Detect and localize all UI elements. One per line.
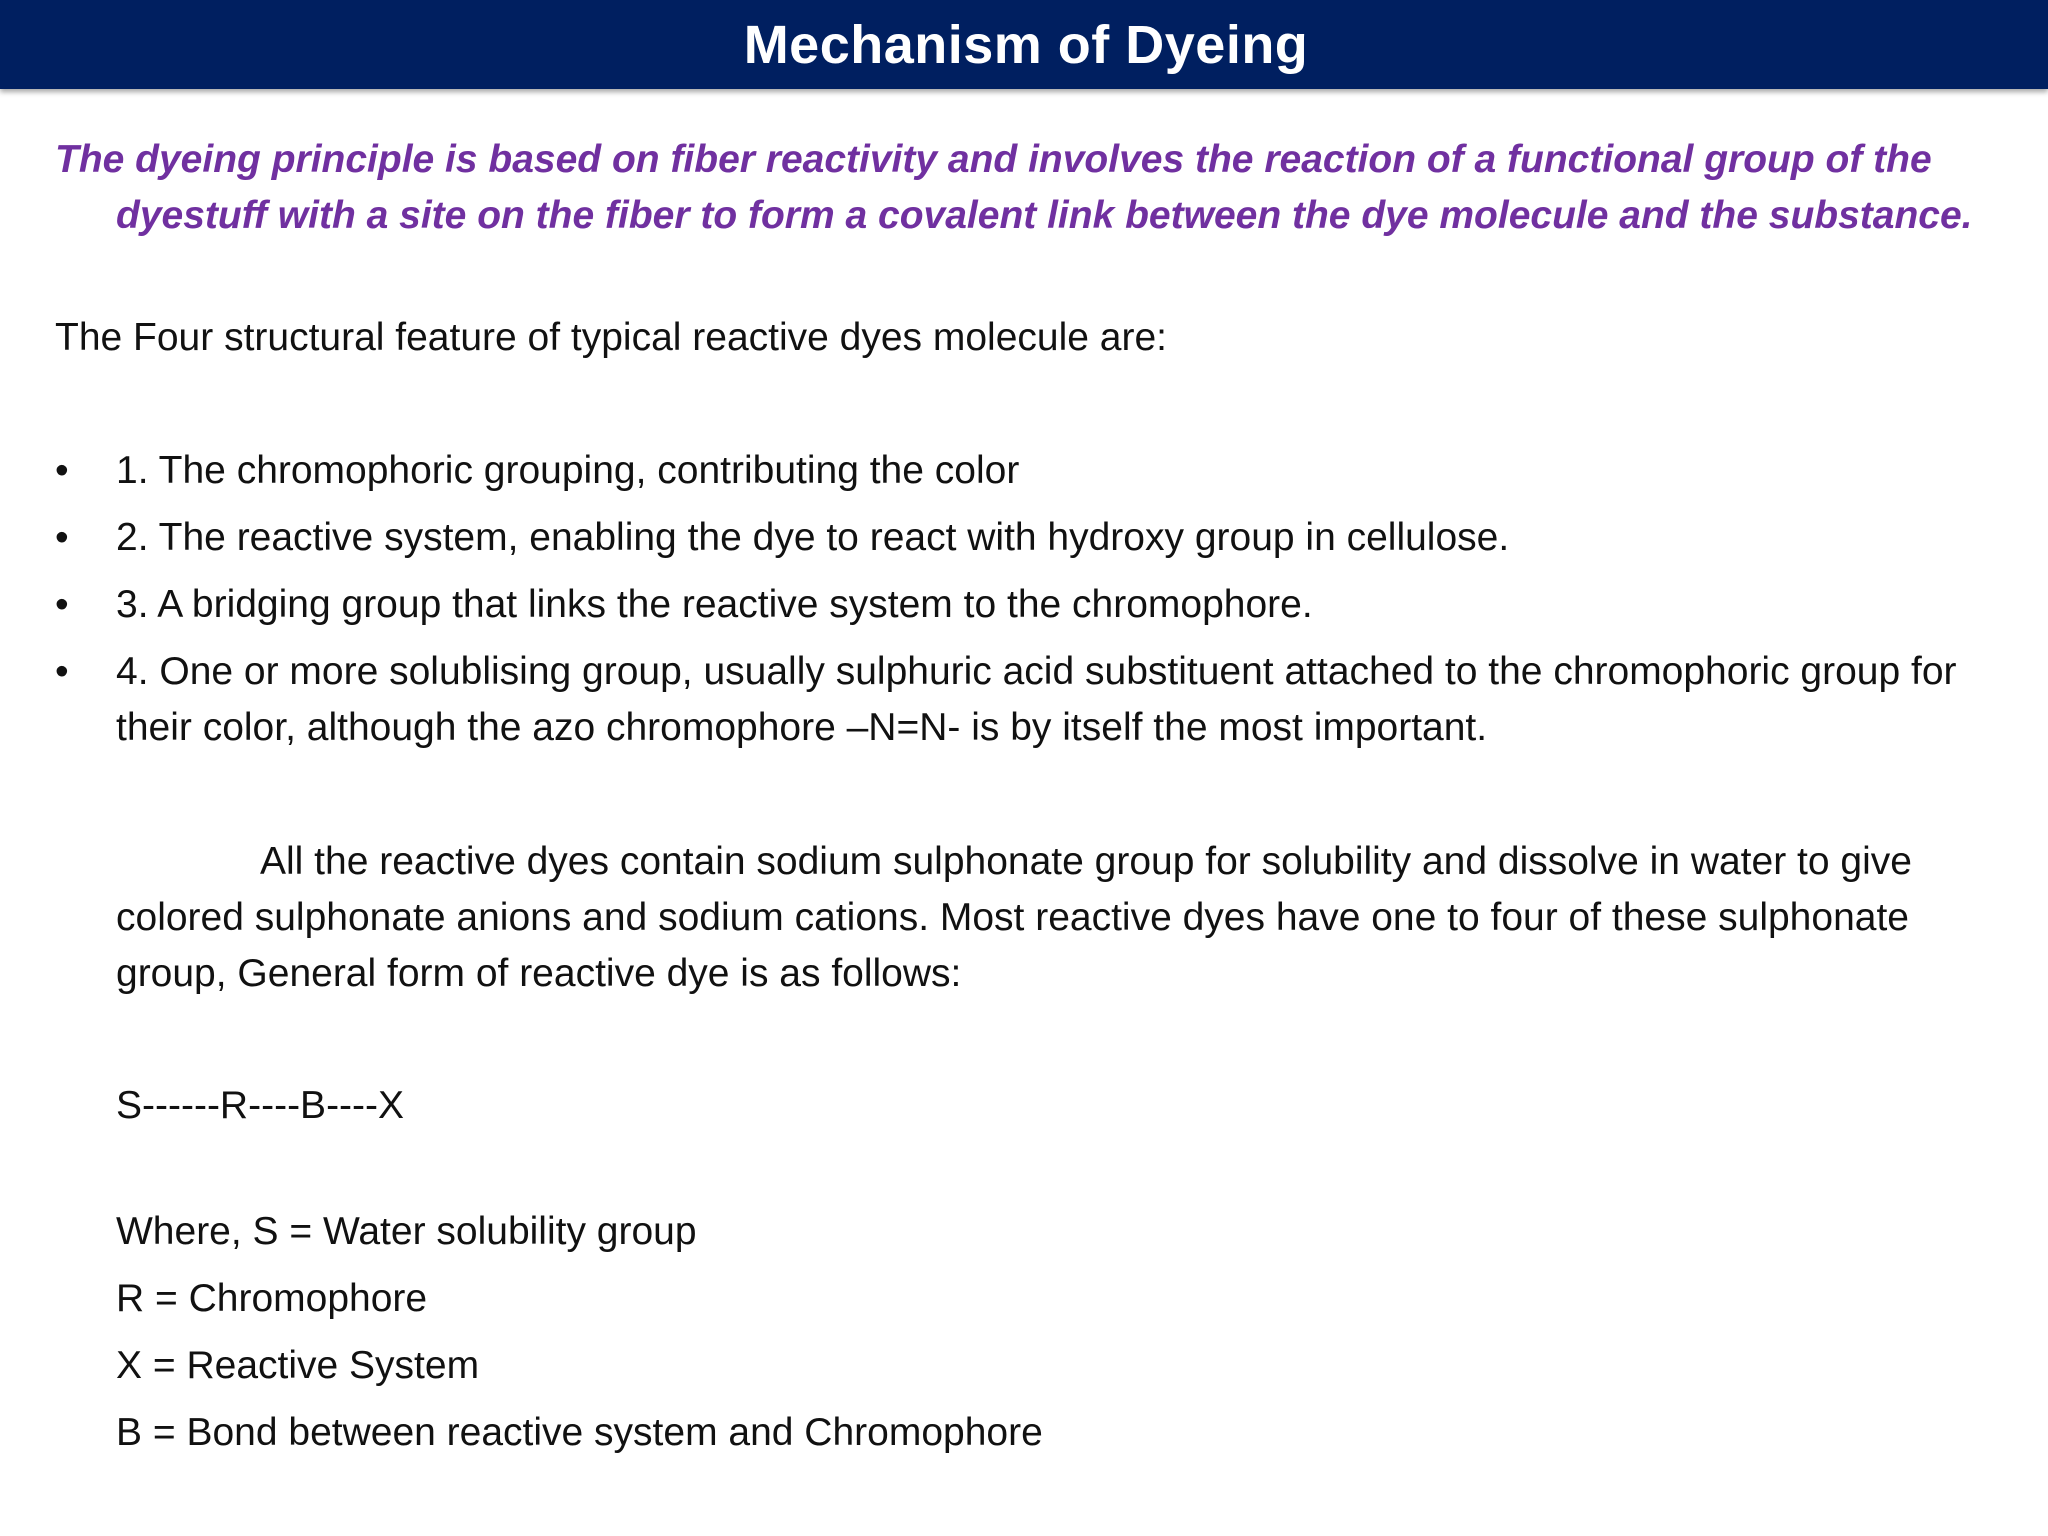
bullet-icon: • [55, 583, 69, 626]
legend-item: Where, S = Water solubility group [116, 1210, 697, 1253]
title-bar [0, 0, 2048, 89]
body-paragraph: All the reactive dyes contain sodium sulphonate group for solubility and dissolve in water to give colored sulphonate anions and sodium cations. Most reactive dyes have one to four of these sulphonate group, General form of reactive dye is as follows: [116, 840, 1912, 995]
bullet-icon: • [55, 516, 69, 559]
bullet-icon: • [55, 449, 69, 492]
feature-text: 3. A bridging group that links the reactive system to the chromophore. [116, 583, 1313, 626]
list-item [55, 644, 1980, 756]
formula-legend [116, 1206, 1316, 1474]
slide-title: Mechanism of Dyeing [743, 14, 1309, 75]
list-item [55, 577, 1980, 633]
list-item [55, 510, 1980, 566]
dye-formula: S------R----B----X [116, 1084, 405, 1127]
features-list [55, 443, 1980, 767]
list-item [55, 443, 1980, 499]
legend-item: X = Reactive System [116, 1344, 480, 1387]
bullet-icon: • [55, 650, 69, 693]
feature-text: 1. The chromophoric grouping, contributing the color [116, 449, 1020, 492]
features-heading: The Four structural feature of typical reactive dyes molecule are: [55, 316, 1167, 359]
feature-text: 2. The reactive system, enabling the dye to react with hydroxy group in cellulose. [116, 516, 1510, 559]
legend-item: B = Bond between reactive system and Chromophore [116, 1411, 1043, 1454]
legend-item: R = Chromophore [116, 1277, 428, 1320]
intro-paragraph: The dyeing principle is based on fiber reactivity and involves the reaction of a functional group of the dyestuff with a site on the fiber to form a covalent link between the dye molecule and the substance. [55, 138, 1973, 237]
feature-text: 4. One or more solublising group, usually sulphuric acid substituent attached to the chromophoric group for their color, although the azo chromophore –N=N- is by itself the most important. [116, 650, 1957, 749]
